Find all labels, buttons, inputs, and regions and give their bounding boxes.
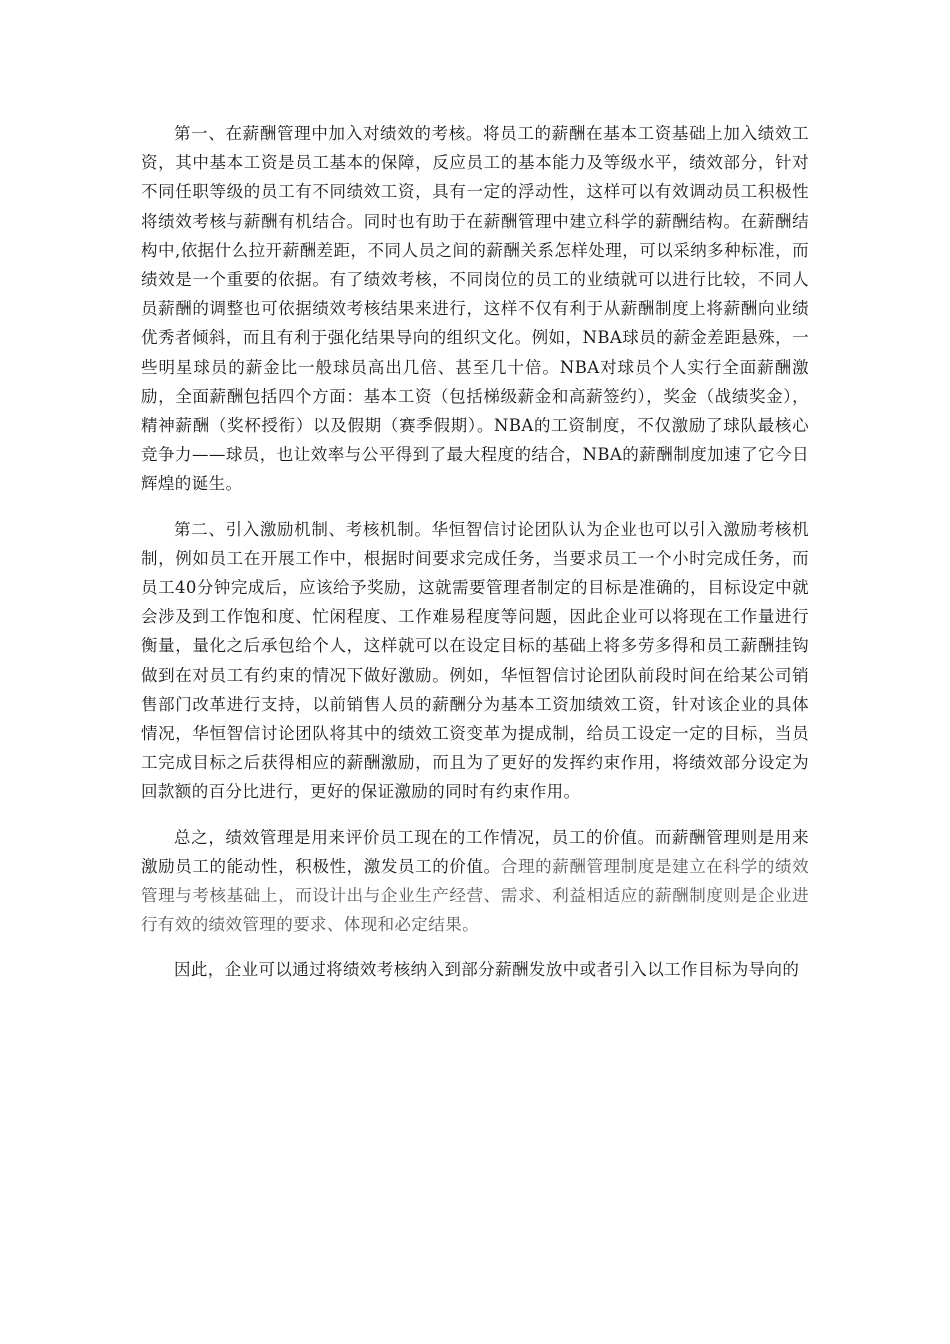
paragraph-performance-in-compensation: 第一、在薪酬管理中加入对绩效的考核。将员工的薪酬在基本工资基础上加入绩效工资，其中基本工资是员工基本的保障，反应员工的基本能力及等级水平，绩效部分，针对不同任职等级的员工有不同绩效工资，具有一定的浮动性，这样可以有效调动员工积极性将绩效考核与薪酬有机结合。同时也有助于在薪酬管理中建立科学的薪酬结构。在薪酬结构中,依据什么拉开薪酬差距，不同人员之间的薪酬关系怎样处理，可以采纳多种标准，而绩效是一个重要的依据。有了绩效考核，不同岗位的员工的业绩就可以进行比较，不同人员薪酬的调整也可依据绩效考核结果来进行，这样不仅有利于从薪酬制度上将薪酬向业绩优秀者倾斜，而且有利于强化结果导向的组织文化。例如，NBA球员的薪金差距悬殊，一些明星球员的薪金比一般球员高出几倍、甚至几十倍。NBA对球员个人实行全面薪酬激励，全面薪酬包括四个方面：基本工资（包括梯级薪金和高薪签约），奖金（战绩奖金），精神薪酬（奖杯授衔）以及假期（赛季假期）。NBA的工资制度，不仅激励了球队最核心竞争力——球员，也让效率与公平得到了最大程度的结合，NBA的薪酬制度加速了它今日辉煌的诞生。 <box>141 124 809 494</box>
paragraph-summary <box>141 823 809 940</box>
paragraph-incentive-mechanism: 第二、引入激励机制、考核机制。华恒智信讨论团队认为企业也可以引入激励考核机制，例如员工在开展工作中，根据时间要求完成任务，当要求员工一个小时完成任务，而员工40分钟完成后，应该给予奖励，这就需要管理者制定的目标是准确的，目标设定中就会涉及到工作饱和度、忙闲程度、工作难易程度等问题，因此企业可以将现在工作量进行衡量，量化之后承包给个人，这样就可以在设定目标的基础上将多劳多得和员工薪酬挂钩做到在对员工有约束的情况下做好激励。例如，华恒智信讨论团队前段时间在给某公司销售部门改革进行支持，以前销售人员的薪酬分为基本工资加绩效工资，针对该企业的具体情况，华恒智信讨论团队将其中的绩效工资变革为提成制，给员工设定一定的目标，当员工完成目标之后获得相应的薪酬激励，而且为了更好的发挥约束作用，将绩效部分设定为回款额的百分比进行，更好的保证激励的同时有约束作用。 <box>141 519 809 802</box>
paragraph-conclusion: 因此，企业可以通过将绩效考核纳入到部分薪酬发放中或者引入以工作目标为导向的 <box>174 960 800 980</box>
summary-text-part-2: 合理的薪酬管理制度是建立在科学的绩效管理与考核基础上，而设计出与企业生产经营、需求、利益相适应的薪酬制度则是企业进行有效的绩效管理的要求、体现和必定结果。 <box>141 856 810 935</box>
summary-text-part-1: 总之，绩效管理是用来评价员工现在的工作情况，员工的价值。而薪酬管理则是用来激励员工的能动性，积极性，激发员工的价值。 <box>141 827 809 876</box>
document-body <box>141 119 809 1001</box>
